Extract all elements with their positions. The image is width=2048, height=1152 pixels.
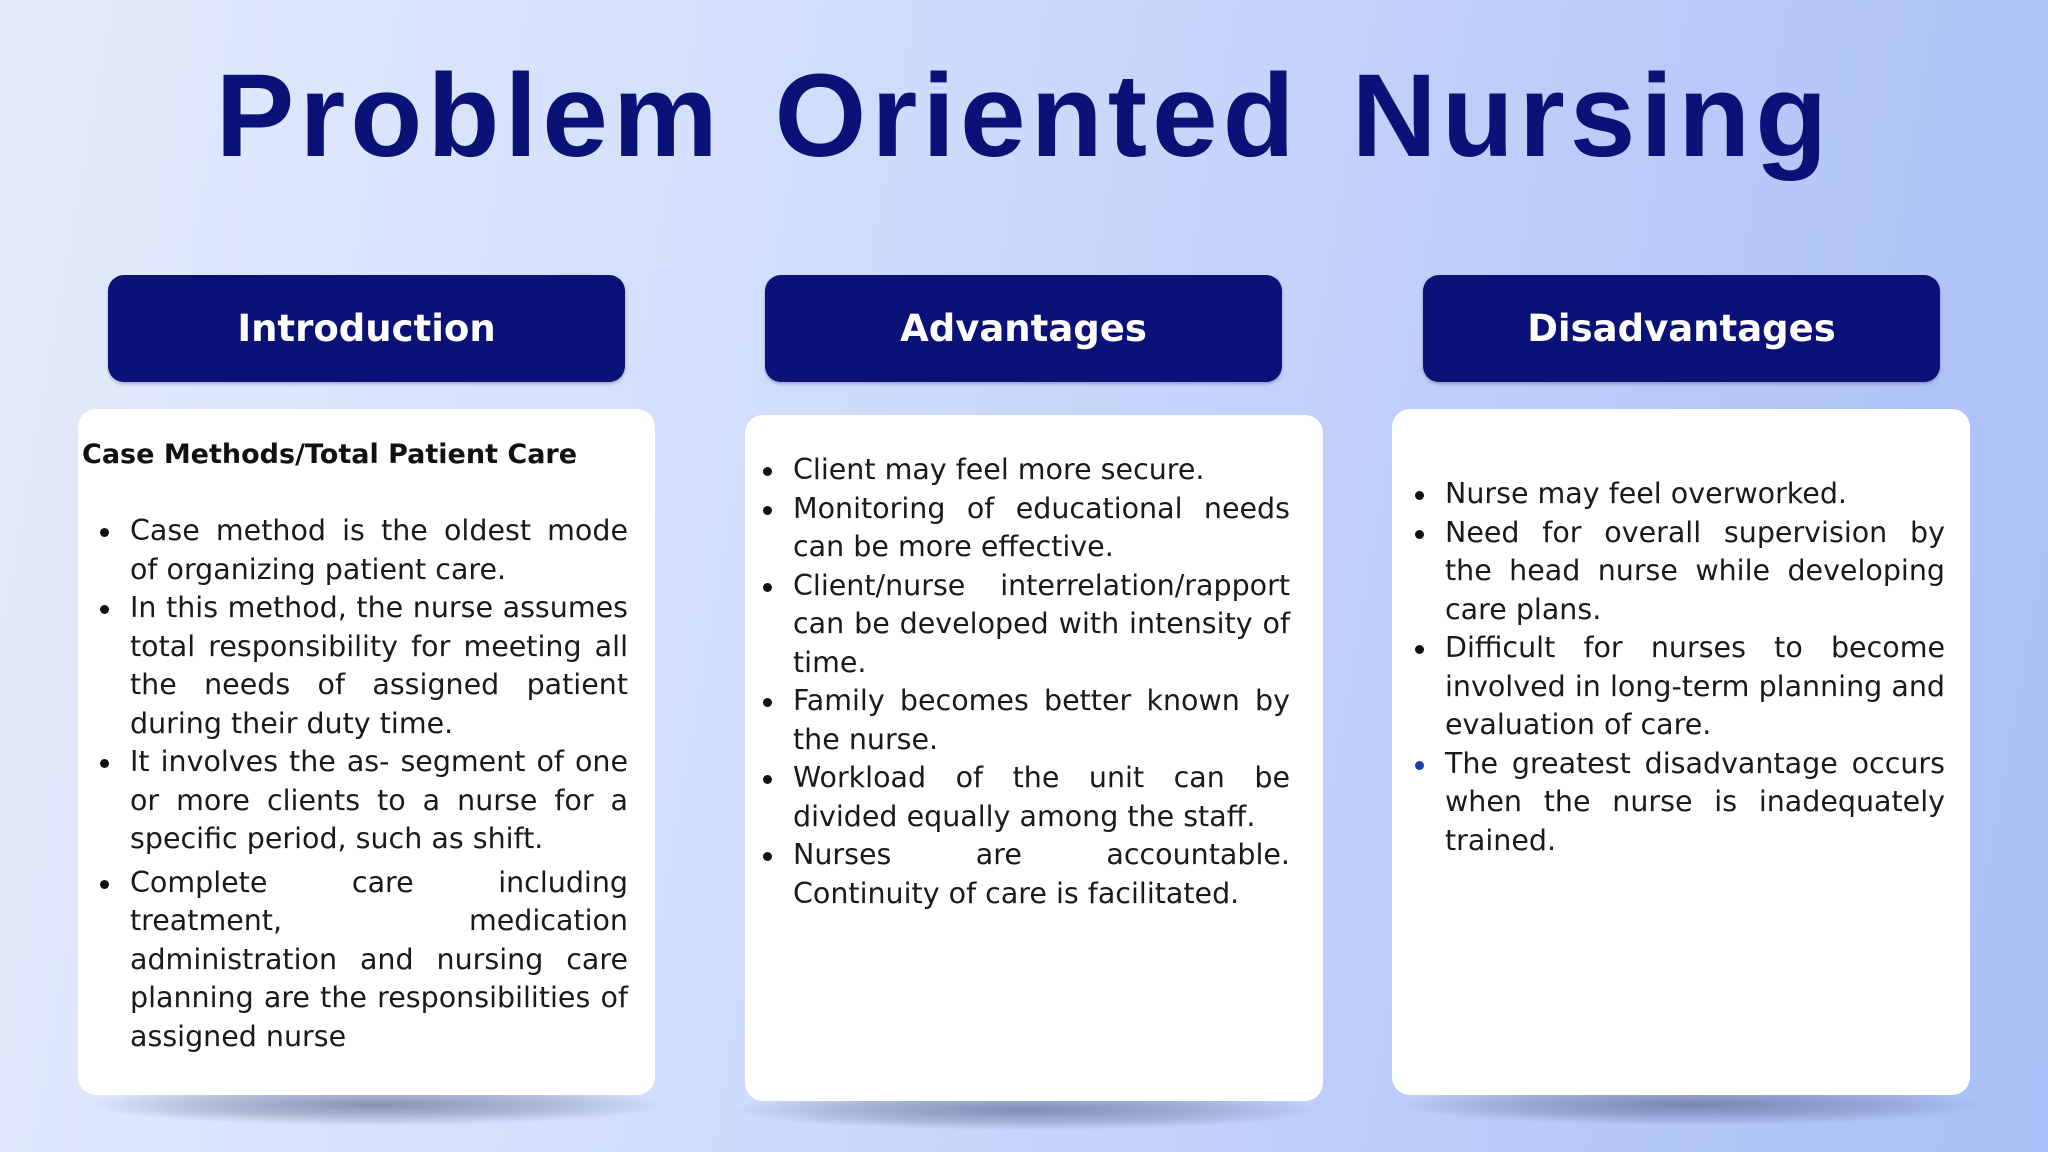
bullet-icon bbox=[1415, 645, 1424, 654]
disadvantages-card bbox=[1392, 409, 1970, 1095]
bullet-icon bbox=[1415, 761, 1424, 770]
bullet-icon bbox=[763, 467, 772, 476]
list-item: Client may feel more secure. bbox=[765, 451, 1290, 490]
list-item: Family becomes better known by the nurse. bbox=[765, 682, 1290, 759]
bullet-icon bbox=[763, 852, 772, 861]
bullet-icon bbox=[763, 583, 772, 592]
list-item: The greatest disadvantage occurs when the nurse is inadequately trained. bbox=[1417, 745, 1945, 861]
bullet-icon bbox=[100, 528, 109, 537]
advantages-bullet-list bbox=[765, 451, 1290, 913]
list-item: Nurse may feel overworked. bbox=[1417, 475, 1945, 514]
bullet-icon bbox=[100, 880, 109, 889]
disadvantages-header: Disadvantages bbox=[1423, 275, 1940, 382]
bullet-icon bbox=[763, 698, 772, 707]
bullet-icon bbox=[763, 506, 772, 515]
list-item: Client/nurse interrelation/rapport can be developed with intensity of time. bbox=[765, 567, 1290, 683]
slide-title: Problem Oriented Nursing bbox=[215, 50, 1833, 182]
list-item: Complete care including treatment, medication administration and nursing care planning are the responsibilities of assigned nurse bbox=[102, 864, 628, 1057]
list-item: Workload of the unit can be divided equally among the staff. bbox=[765, 759, 1290, 836]
advantages-header: Advantages bbox=[765, 275, 1282, 382]
bullet-icon bbox=[763, 775, 772, 784]
bullet-icon bbox=[1415, 491, 1424, 500]
introduction-header: Introduction bbox=[108, 275, 625, 382]
list-item: Difficult for nurses to become involved in long-term planning and evaluation of care. bbox=[1417, 629, 1945, 745]
list-item: Nurses are accountable. Continuity of care is facilitated. bbox=[765, 836, 1290, 913]
introduction-subheading: Case Methods/Total Patient Care bbox=[82, 439, 578, 470]
list-item: In this method, the nurse assumes total responsibility for meeting all the needs of assigned patient during their duty time. bbox=[102, 589, 628, 743]
disadvantages-bullet-list bbox=[1417, 475, 1945, 860]
introduction-bullet-list bbox=[102, 512, 628, 1056]
list-item: Case method is the oldest mode of organizing patient care. bbox=[102, 512, 628, 589]
introduction-card bbox=[78, 409, 655, 1095]
list-item: It involves the as- segment of one or more clients to a nurse for a specific period, such as shift. bbox=[102, 743, 628, 859]
list-item: Monitoring of educational needs can be more effective. bbox=[765, 490, 1290, 567]
bullet-icon bbox=[100, 605, 109, 614]
bullet-icon bbox=[100, 759, 109, 768]
advantages-card bbox=[745, 415, 1323, 1101]
list-item: Need for overall supervision by the head nurse while developing care plans. bbox=[1417, 514, 1945, 630]
bullet-icon bbox=[1415, 530, 1424, 539]
